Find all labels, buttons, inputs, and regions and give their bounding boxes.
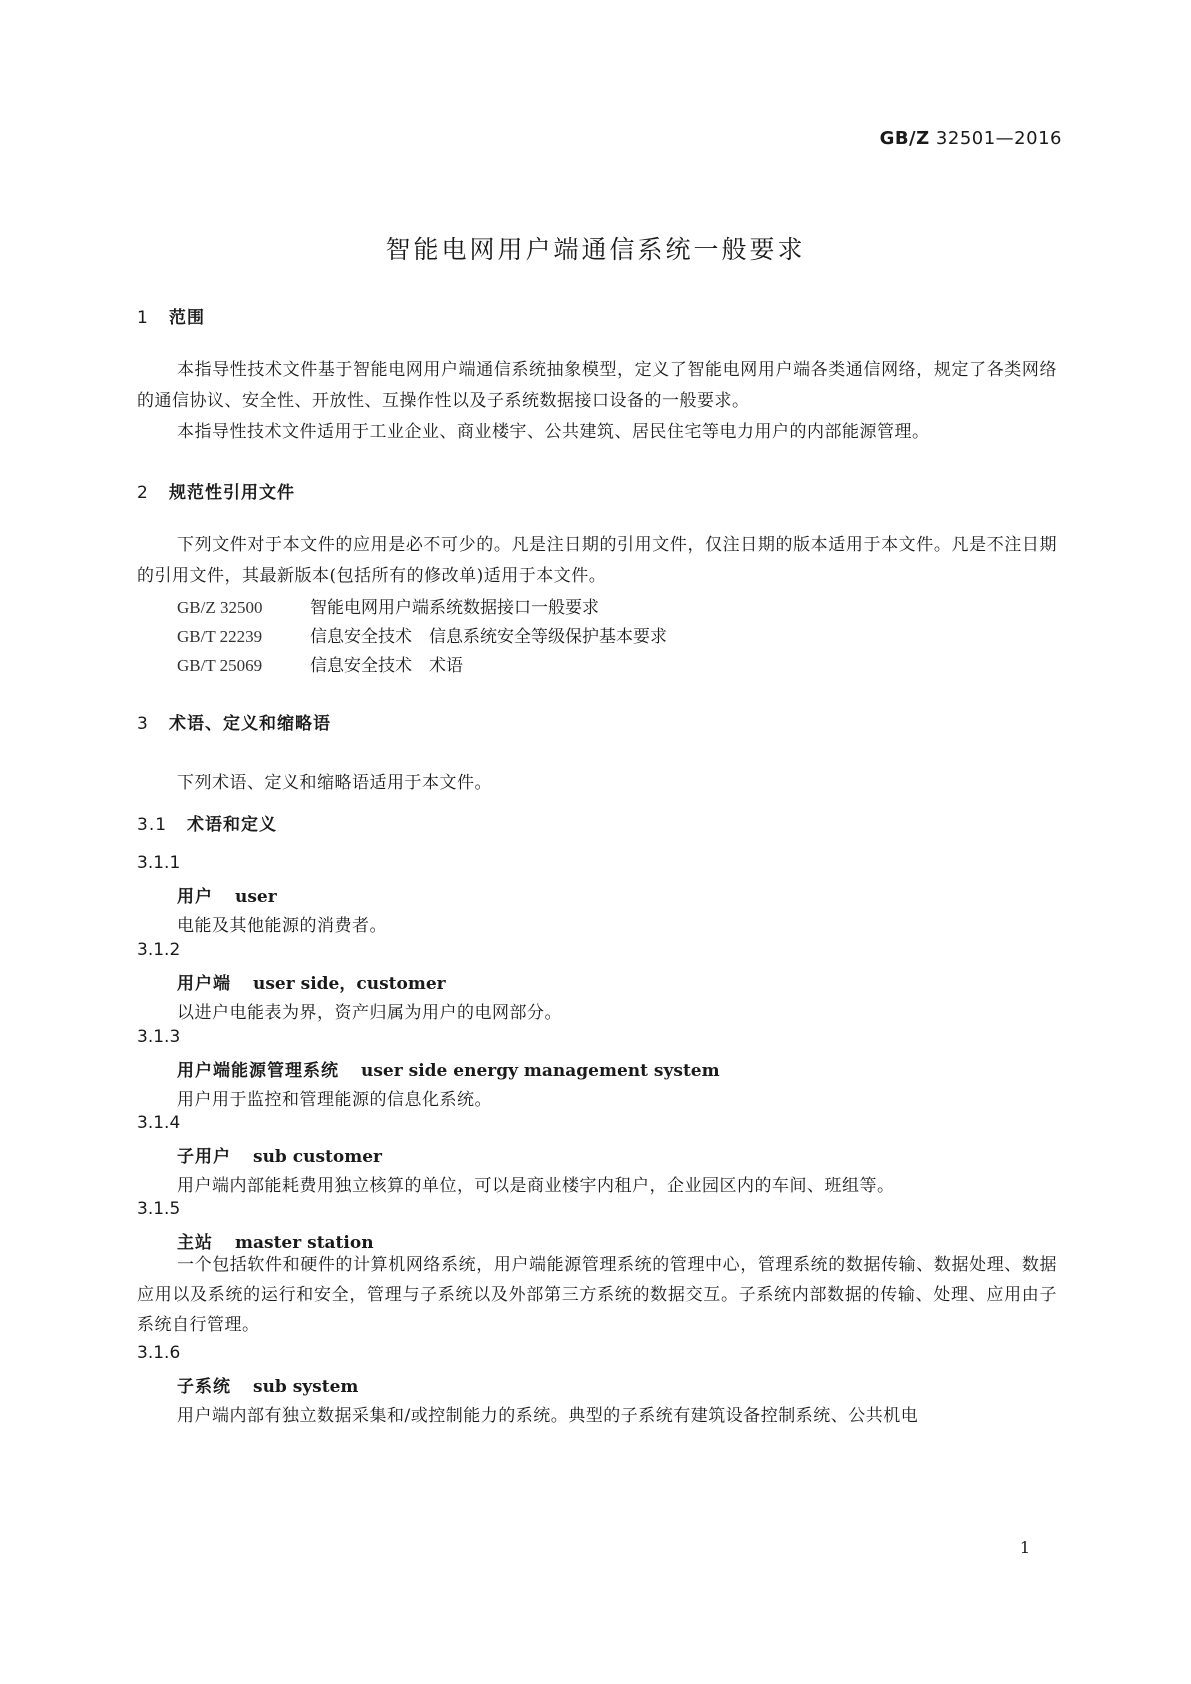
paragraph: 本指导性技术文件基于智能电网用户端通信系统抽象模型，定义了智能电网用户端各类通信网络，规定了各类网络的通信协议、安全性、开放性、互操作性以及子系统数据接口设备的一般要求。 (137, 360, 1057, 411)
section-2-heading: 2 规范性引用文件 (137, 483, 295, 503)
term-definition: 一个包括软件和硬件的计算机网络系统，用户端能源管理系统的管理中心，管理系统的数据传输、数据处理、数据应用以及系统的运行和安全，管理与子系统以及外部第三方系统的数据交互。子系统内部数据的传输、处理、应用由子系统自行管理。 (137, 1255, 1057, 1335)
paragraph: 本指导性技术文件适用于工业企业、商业楼宇、公共建筑、居民住宅等电力用户的内部能源管理。 (177, 422, 930, 442)
term-number: 3.1.2 (137, 940, 181, 960)
section-3-heading: 3 术语、定义和缩略语 (137, 714, 331, 734)
term-name: 子用户 sub customer (177, 1147, 382, 1167)
term-number: 3.1.5 (137, 1199, 181, 1219)
term-definition: 以进户电能表为界，资产归属为用户的电网部分。 (177, 1003, 562, 1023)
section-1-heading: 1 范围 (137, 308, 205, 328)
term-name: 主站 master station (177, 1233, 374, 1253)
term-number: 3.1.1 (137, 853, 181, 873)
page-title: 智能电网用户端通信系统一般要求 (385, 235, 806, 264)
section-1-body (137, 355, 1057, 448)
section-3-intro: 下列术语、定义和缩略语适用于本文件。 (177, 773, 492, 793)
document-code: GB/Z 32501—2016 (879, 128, 1062, 149)
term-number: 3.1.4 (137, 1113, 181, 1133)
term-name: 用户端 user side，customer (177, 974, 446, 994)
subsection-3-1-heading: 3.1 术语和定义 (137, 815, 277, 835)
reference-item: GB/Z 32500 智能电网用户端系统数据接口一般要求 (177, 598, 599, 618)
term-name: 用户端能源管理系统 user side energy management system (177, 1061, 720, 1081)
section-2-intro: 下列文件对于本文件的应用是必不可少的。凡是注日期的引用文件，仅注日期的版本适用于本文件。凡是不注日期的引用文件，其最新版本(包括所有的修改单)适用于本文件。 (137, 535, 1057, 586)
term-definition: 用户端内部能耗费用独立核算的单位，可以是商业楼宇内租户，企业园区内的车间、班组等。 (177, 1176, 895, 1196)
term-name: 用户 user (177, 887, 277, 907)
term-definition: 电能及其他能源的消费者。 (177, 916, 387, 936)
reference-item: GB/T 22239 信息安全技术 信息系统安全等级保护基本要求 (177, 627, 667, 647)
page-number: 1 (1019, 1538, 1030, 1557)
term-number: 3.1.3 (137, 1027, 181, 1047)
term-definition: 用户端内部有独立数据采集和/或控制能力的系统。典型的子系统有建筑设备控制系统、公共机电 (177, 1406, 919, 1426)
term-definition: 用户用于监控和管理能源的信息化系统。 (177, 1090, 492, 1110)
reference-item: GB/T 25069 信息安全技术 术语 (177, 656, 463, 676)
term-number: 3.1.6 (137, 1343, 181, 1363)
term-name: 子系统 sub system (177, 1377, 359, 1397)
